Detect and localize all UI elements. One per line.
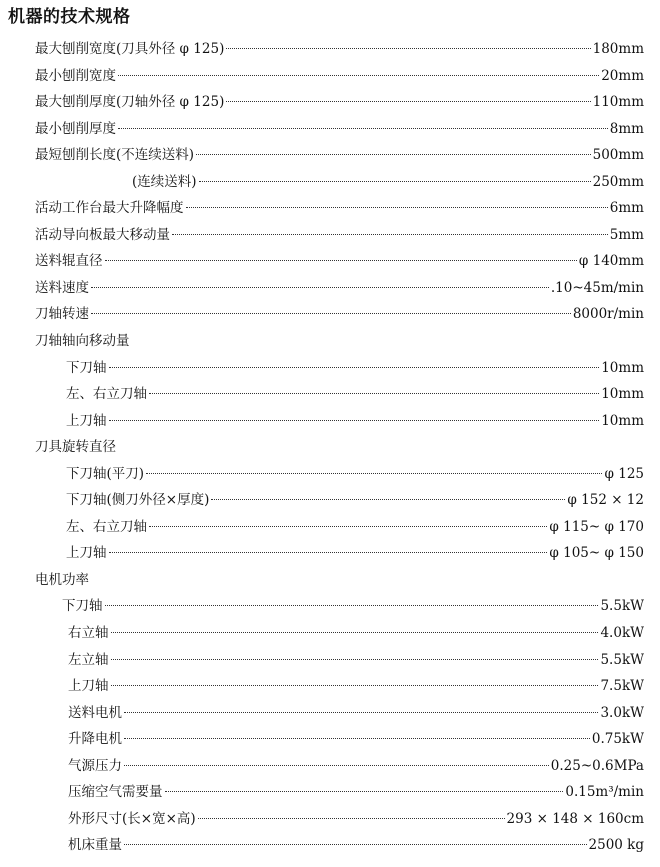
spec-row — [0, 647, 660, 674]
spec-value: φ 140mm — [578, 253, 644, 270]
spec-value: 10mm — [601, 412, 644, 429]
spec-label: 机床重量 — [68, 837, 122, 854]
spec-value: 293 × 148 × 160cm — [506, 810, 644, 827]
spec-row — [0, 301, 660, 328]
dot-leader — [149, 526, 547, 527]
spec-label: 右立轴 — [68, 625, 109, 642]
spec-label: 气源压力 — [68, 757, 122, 774]
spec-label: 上刀轴 — [68, 678, 109, 695]
spec-label: 上刀轴 — [66, 412, 107, 429]
spec-value: φ 152 × 12 — [567, 492, 644, 509]
spec-value: .10~45m/min — [550, 279, 644, 296]
dot-leader — [124, 712, 598, 713]
spec-label: 下刀轴(平刀) — [66, 465, 145, 482]
spec-value: φ 115~ φ 170 — [549, 518, 644, 535]
dot-leader — [196, 154, 591, 155]
spec-label: 下刀轴 — [62, 598, 103, 615]
spec-label: 下刀轴 — [66, 359, 107, 376]
spec-section-heading — [0, 328, 660, 355]
spec-row — [0, 248, 660, 275]
dot-leader — [109, 420, 600, 421]
spec-row — [0, 806, 660, 833]
spec-value: 5mm — [609, 226, 644, 243]
dot-leader — [124, 765, 549, 766]
spec-value: 110mm — [592, 94, 644, 111]
spec-label: 最大刨削宽度(刀具外径 φ 125) — [35, 41, 225, 57]
dot-leader — [124, 738, 590, 739]
spec-label: 最小刨削宽度 — [35, 67, 116, 84]
spec-row — [0, 461, 660, 488]
spec-label: 上刀轴 — [66, 545, 107, 562]
spec-row — [0, 63, 660, 90]
spec-label: 送料辊直径 — [35, 253, 103, 270]
spec-label: 活动工作台最大升降幅度 — [35, 200, 184, 217]
spec-value: 2500 kg — [588, 837, 644, 854]
dot-leader — [118, 128, 608, 129]
dot-leader — [109, 367, 600, 368]
spec-row — [0, 195, 660, 222]
spec-row — [0, 779, 660, 806]
spec-value: 6mm — [609, 200, 644, 217]
spec-label: 左、右立刀轴 — [66, 386, 147, 403]
dot-leader — [91, 287, 549, 288]
spec-value: φ 125 — [604, 465, 644, 482]
spec-row — [0, 726, 660, 753]
dot-leader — [199, 181, 591, 182]
spec-row — [0, 832, 660, 859]
spec-row — [0, 169, 660, 196]
spec-label: 最小刨削厚度 — [35, 120, 116, 137]
spec-row — [0, 673, 660, 700]
spec-value: 500mm — [592, 147, 644, 164]
dot-leader — [91, 313, 571, 314]
dot-leader — [186, 207, 608, 208]
spec-row — [0, 355, 660, 382]
spec-value: 4.0kW — [600, 625, 644, 642]
dot-leader — [226, 48, 590, 49]
dot-leader — [211, 499, 565, 500]
spec-label: 升降电机 — [68, 731, 122, 748]
spec-row — [0, 514, 660, 541]
dot-leader — [124, 844, 587, 845]
spec-value: 5.5kW — [600, 651, 644, 668]
spec-row — [0, 116, 660, 143]
spec-label: 刀轴转速 — [35, 306, 89, 323]
spec-section-heading — [0, 434, 660, 461]
page-title: 机器的技术规格 — [8, 7, 131, 27]
dot-leader — [226, 101, 590, 102]
spec-label: 送料电机 — [68, 704, 122, 721]
spec-label: 刀具旋转直径 — [35, 439, 116, 456]
dot-leader — [165, 791, 564, 792]
spec-value: 3.0kW — [600, 704, 644, 721]
spec-label: 送料速度 — [35, 279, 89, 296]
spec-row — [0, 142, 660, 169]
dot-leader — [149, 393, 599, 394]
spec-value: 0.25~0.6MPa — [550, 757, 644, 774]
spec-value: 10mm — [601, 359, 644, 376]
spec-value: 20mm — [601, 67, 644, 84]
dot-leader — [111, 659, 599, 660]
spec-value: 250mm — [592, 173, 644, 190]
dot-leader — [109, 552, 548, 553]
spec-label: (连续送料) — [132, 173, 197, 190]
spec-list — [0, 36, 660, 859]
spec-row — [0, 89, 660, 116]
spec-label: 左立轴 — [68, 651, 109, 668]
spec-row — [0, 408, 660, 435]
spec-value: 10mm — [601, 386, 644, 403]
spec-label: 外形尺寸(长×宽×高) — [68, 810, 196, 827]
dot-leader — [198, 818, 505, 819]
dot-leader — [172, 234, 608, 235]
spec-label: 下刀轴(侧刀外径×厚度) — [66, 492, 210, 509]
spec-label: 左、右立刀轴 — [66, 518, 147, 535]
spec-row — [0, 753, 660, 780]
spec-label: 活动导向板最大移动量 — [35, 226, 170, 243]
dot-leader — [111, 632, 599, 633]
spec-row — [0, 36, 660, 63]
dot-leader — [105, 605, 599, 606]
spec-label: 电机功率 — [35, 571, 89, 588]
spec-label: 最大刨削厚度(刀轴外径 φ 125) — [35, 94, 225, 111]
spec-section-heading — [0, 567, 660, 594]
spec-value: 0.75kW — [591, 731, 644, 748]
spec-row — [0, 593, 660, 620]
spec-value: 8mm — [609, 120, 644, 137]
spec-label: 压缩空气需要量 — [68, 784, 163, 801]
spec-row — [0, 620, 660, 647]
spec-row — [0, 381, 660, 408]
spec-label: 刀轴轴向移动量 — [35, 333, 130, 350]
dot-leader — [105, 260, 577, 261]
spec-value: 5.5kW — [600, 598, 644, 615]
spec-row — [0, 700, 660, 727]
spec-value: φ 105~ φ 150 — [549, 545, 644, 562]
spec-value: 180mm — [592, 41, 644, 57]
spec-row — [0, 275, 660, 302]
spec-label: 最短刨削长度(不连续送料) — [35, 147, 195, 164]
spec-value: 7.5kW — [600, 678, 644, 695]
spec-row — [0, 487, 660, 514]
spec-value: 0.15m³/min — [565, 784, 644, 801]
dot-leader — [146, 473, 602, 474]
spec-row — [0, 222, 660, 249]
dot-leader — [111, 685, 599, 686]
dot-leader — [118, 75, 599, 76]
spec-value: 8000r/min — [572, 306, 644, 323]
spec-row — [0, 540, 660, 567]
